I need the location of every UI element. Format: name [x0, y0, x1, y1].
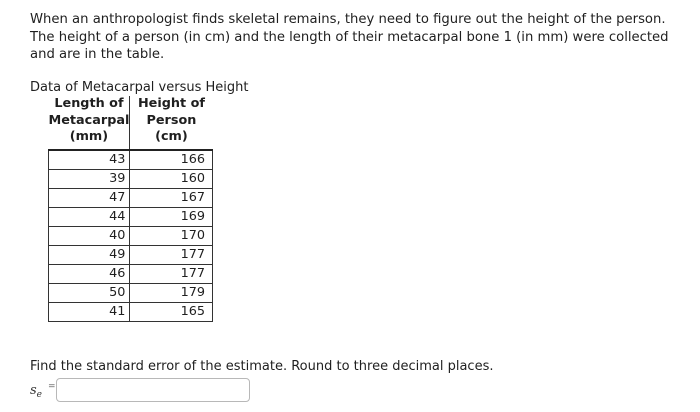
height-cell: 170 — [130, 227, 213, 246]
question-text: Find the standard error of the estimate. Round to three decimal places. — [30, 359, 494, 374]
se-subscript: e — [36, 389, 42, 400]
table-row — [49, 170, 213, 189]
header-line: Height of — [137, 96, 205, 111]
height-cell: 169 — [130, 208, 213, 227]
table-row — [49, 208, 213, 227]
data-table — [48, 96, 213, 322]
header-line: Metacarpal — [48, 112, 130, 128]
metacarpal-cell: 50 — [49, 284, 130, 303]
header-line: Person — [146, 112, 197, 128]
metacarpal-cell: 43 — [49, 150, 130, 170]
height-cell: 160 — [130, 170, 213, 189]
standard-error-input[interactable] — [56, 378, 250, 402]
table-row — [49, 189, 213, 208]
metacarpal-cell: 40 — [49, 227, 130, 246]
metacarpal-cell: 47 — [49, 189, 130, 208]
header-person-height — [130, 96, 213, 150]
table-header-row — [49, 96, 213, 150]
table-row — [49, 303, 213, 322]
height-cell: 165 — [130, 303, 213, 322]
height-cell: 177 — [130, 265, 213, 284]
table-row — [49, 246, 213, 265]
metacarpal-cell: 41 — [49, 303, 130, 322]
header-metacarpal-length — [49, 96, 130, 150]
table-row — [49, 150, 213, 170]
metacarpal-cell: 49 — [49, 246, 130, 265]
metacarpal-cell: 46 — [49, 265, 130, 284]
header-line: (cm) — [155, 129, 188, 144]
table-row — [49, 284, 213, 303]
table-row — [49, 227, 213, 246]
header-line: Length of — [54, 96, 124, 111]
equals-sign: = — [48, 381, 56, 392]
height-cell: 167 — [130, 189, 213, 208]
metacarpal-cell: 44 — [49, 208, 130, 227]
se-symbol: s — [30, 382, 37, 398]
height-cell: 166 — [130, 150, 213, 170]
height-cell: 179 — [130, 284, 213, 303]
height-cell: 177 — [130, 246, 213, 265]
table-row — [49, 265, 213, 284]
standard-error-label — [30, 383, 56, 398]
metacarpal-cell: 39 — [49, 170, 130, 189]
table-caption: Data of Metacarpal versus Height — [30, 80, 249, 95]
answer-row — [30, 377, 250, 403]
problem-intro: When an anthropologist finds skeletal remains, they need to figure out the height of the person. The height of a person (in cm) and the length of their metacarpal bone 1 (in mm) were collected and are in the table. — [30, 12, 669, 62]
header-line: (mm) — [69, 129, 109, 144]
